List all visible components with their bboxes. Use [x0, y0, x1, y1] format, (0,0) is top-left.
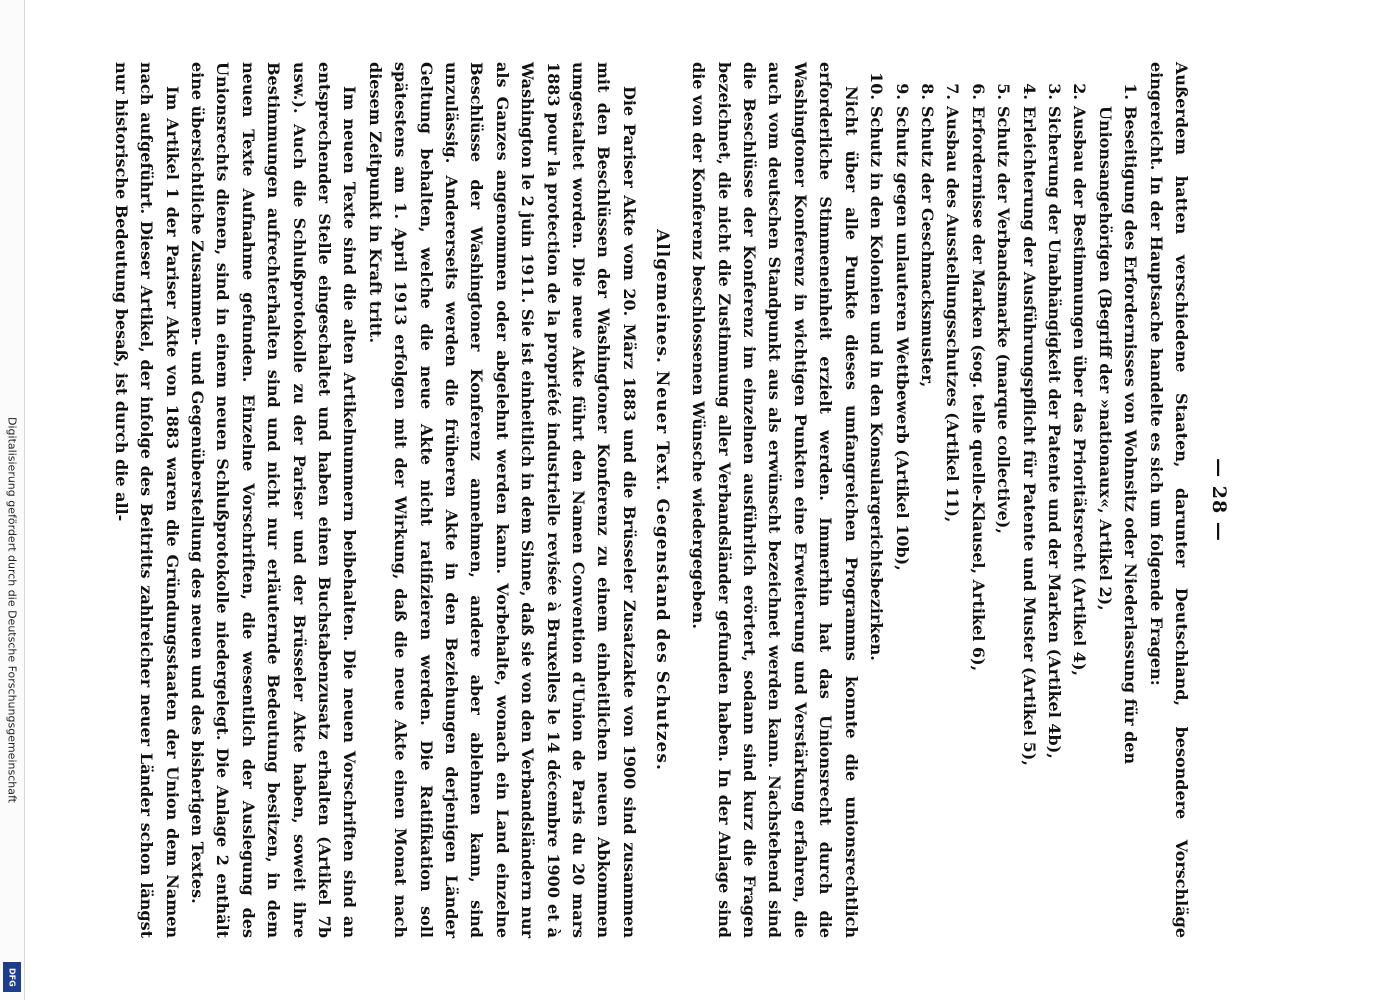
page-number: — 28 — [1208, 458, 1230, 542]
scanned-page [111, 40, 1230, 960]
list-item-text: Ausbau des Ausstellungsschutzes (Artikel 11), [943, 106, 963, 523]
list-item-number: 7. [943, 83, 963, 100]
body-paragraph-3: Im Artikel 1 der Pariser Akte von 1883 waren die Gründungsstaaten der Union dem Namen nach aufgeführt. Dieser Artikel, der infolge des Beitritts zahlreicher neuer Länder schon längst nur historische Bedeutung besaß, ist durch die all- [111, 62, 182, 938]
question-list [864, 62, 1143, 938]
list-item [889, 62, 914, 938]
list-item-text: Schutz in den Kolonien und in den Konsulargerichtsbezirken. [867, 106, 887, 661]
list-item [1067, 62, 1092, 938]
dfg-logo-icon: DFG [3, 962, 21, 992]
body-paragraph-1: Die Pariser Akte vom 20. März 1883 und die Brüsseler Zusatzakte von 1900 sind zusammen mit den Beschlüssen der Washingtoner Konferenz zu einem einheitlichen neuen Abkommen umgestaltet worden. Die neue Akte führt den Namen Convention d'Union de Paris du 20 mars 1883 pour la protection de la propriété industrielle revisée à Bruxelles le 14 décembre 1900 et à Washington le 2 juin 1911. Sie ist einheitlich in dem Sinne, daß sie von den Verbandsländern nur als Ganzes angenommen oder abgelehnt werden kann. Vorbehalte, wonach ein Land einzelne Beschlüsse der Washingtoner Konferenz annehmen, andere aber ablehnen kann, sind unzulässig. Andererseits werden die früheren Akte in den Beziehungen derjenigen Länder Geltung behalten, welche die neue Akte nicht ratifizieren werden. Die Ratifikation soll spätestens am 1. April 1913 erfolgen mit der Wirkung, daß die neue Akte einen Monat nach diesem Zeitpunkt in Kraft tritt. [365, 62, 639, 938]
list-item-number: 9. [892, 83, 912, 100]
list-item [940, 62, 965, 938]
digitization-credit-strip [0, 0, 25, 1000]
list-item-number: 1. [1121, 83, 1141, 100]
body-paragraph-2: Im neuen Texte sind die alten Artikelnummern beibehalten. Die neuen Vorschriften sind an entsprechender Stelle eingeschaltet und haben einen Buchstabenzusatz erhalten (Artikel 7b usw.). Auch die Schlußprotokolle zu der Pariser und der Brüsseler Akte haben, soweit ihre Bestimmungen aufrechterhalten sind und nicht nur erläuternde Bedeutung besitzen, in dem neuen Texte Aufnahme gefunden. Einzelne Vorschriften, die wesentlich der Auslegung des Unionsrechts dienen, sind in einem neuen Schlußprotokolle niedergelegt. Die Anlage 2 enthält eine übersichtliche Zusammen- und Gegenüberstellung des neuen und des bisherigen Textes. [187, 62, 360, 938]
list-item [864, 62, 889, 938]
intro-paragraph: Außerdem hatten verschiedene Staaten, darunter Deutschland, besondere Vorschläge eingereicht. In der Hauptsache handelte es sich um folgende Fragen: [1146, 62, 1191, 938]
list-item-text: Sicherung der Unabhängigkeit der Patente und der Marken (Artikel 4b), [1044, 106, 1064, 759]
section-heading: Allgemeines. Neuer Text. Gegenstand des Schutzes. [651, 229, 672, 771]
list-item [991, 62, 1016, 938]
digitization-credit: Digitalisierung gefördert durch die Deutsche Forschungsgemeinschaft [5, 417, 19, 803]
list-item-number: 10. [867, 72, 887, 100]
list-item-text: Erleichterung der Ausführungspflicht für Patente und Muster (Artikel 5), [1019, 106, 1039, 766]
list-item-text: Beseitigung des Erfordernisses von Wohnsitz oder Niederlassung für den Unionsangehörigen (Begriff der »nationaux«, Artikel 2), [1095, 106, 1141, 765]
list-item [915, 62, 940, 938]
list-item-text: Schutz der Geschmacksmuster, [917, 106, 937, 388]
list-item-text: Schutz gegen unlauteren Wettbewerb (Artikel 10b), [892, 106, 912, 571]
list-item-text: Ausbau der Bestimmungen über das Prioritätsrecht (Artikel 4), [1070, 106, 1090, 677]
list-item-text: Erfordernisse der Marken (sog. telle quelle-Klausel, Artikel 6), [968, 106, 988, 672]
list-item [965, 62, 990, 938]
list-item [1016, 62, 1041, 938]
list-item-number: 5. [994, 83, 1014, 100]
list-item [1042, 62, 1067, 938]
list-item [1092, 62, 1143, 938]
list-item-text: Schutz der Verbandsmarke (marque collective), [994, 106, 1014, 534]
list-item-number: 8. [917, 83, 937, 100]
list-item-number: 6. [968, 83, 988, 100]
list-item-number: 3. [1044, 83, 1064, 100]
list-item-number: 4. [1019, 83, 1039, 100]
summary-paragraph: Nicht über alle Punkte dieses umfangreichen Programms konnte die unionsrechtlich erforderliche Stimmeneinheit erzielt werden. Immerhin hat das Unionsrecht durch die Washingtoner Konferenz in wichtigen Punkten eine Erweiterung und Verstärkung erfahren, die auch vom deutschen Standpunkt aus als erwünscht bezeichnet werden kann. Nachstehend sind die Beschlüsse der Konferenz im einzelnen ausführlich erörtert, sodann sind kurz die Fragen bezeichnet, die nicht die Zustimmung aller Verbandsländer gefunden haben. In der Anlage sind die von der Konferenz beschlossenen Wünsche wiedergegeben. [689, 62, 861, 938]
list-item-number: 2. [1070, 83, 1090, 100]
